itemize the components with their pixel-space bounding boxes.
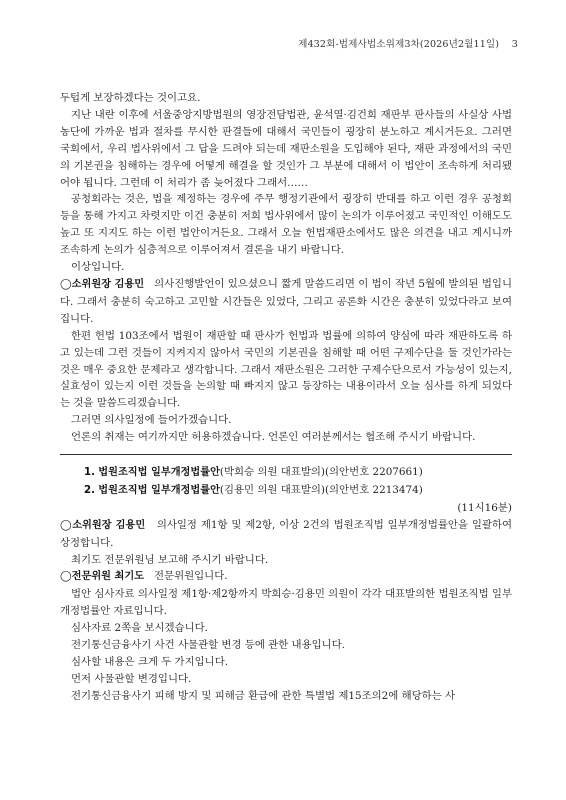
upper-section (60, 90, 512, 446)
speaker-mark-icon: ◯ (60, 518, 73, 531)
page-header (298, 36, 518, 50)
speaker-mark-icon: ◯ (60, 277, 72, 290)
bill-title: 법원조직법 일부개정법률안 (98, 467, 220, 479)
speaker-paragraph (60, 517, 512, 552)
bill-detail: (박희승 의원 대표발의)(의안번호 2207661) (219, 466, 423, 479)
bill-detail: (김용민 의원 대표발의)(의안번호 2213474) (219, 483, 423, 496)
agenda-number: 2. (84, 484, 95, 496)
speech-text: 의사일정 제1항 및 제2항, 이상 2건의 법원조직법 일부개정법률안을 일괄하여 상정합니다. (60, 518, 512, 549)
minutes-paragraph: 전기통신금융사기 피해 방지 및 피해금 환급에 관한 특별법 제15조의2에 해당하는 사 (71, 689, 456, 702)
section-divider (60, 454, 512, 455)
speech-text: 전문위원입니다. (154, 570, 228, 583)
speech-text: 의사진행발언이 있으셨으니 짧게 말씀드리면 이 법이 작년 5월에 발의된 법입니다. 그래서 충분히 숙고하고 고민할 시간들은 있었다, 그리고 공론화 시간은 충분히 있었다라고 보여집니다. (60, 277, 512, 325)
lower-section (60, 517, 512, 705)
speaker-name: 소위원장 김용민 (72, 519, 146, 531)
minutes-paragraph: 심사할 내용은 크게 두 가지입니다. (71, 656, 229, 668)
bill-title: 법원조직법 일부개정법률안 (98, 484, 220, 496)
minutes-paragraph: 공청회라는 것은, 법을 제정하는 경우에 주무 행정기관에서 굉장히 반대를 하고 이런 경우 공청회 등을 통해 가지고 차렷지만 이건 충분히 저희 법사위에서 많이 논의가 이루어졌고 국민적인 이해도도 높고 또 지지도 하는 이런 법안이거든요. 그래서 오늘 헌법재판소에서도 많은 의견을 내고 계시니까 조속하게 논의가 심층적으로 이루어져서 결론을 내기 바랍니다. (60, 193, 512, 257)
agenda-item (60, 464, 512, 482)
speaker-mark-icon: ◯ (60, 570, 72, 583)
minutes-paragraph: 전기통신금융사기 사건 사물관할 변경 등에 관한 내용입니다. (71, 639, 346, 652)
speaker-name: 전문위원 최기도 (71, 571, 145, 583)
minutes-paragraph: 언론의 취재는 여기까지만 허용하겠습니다. 언론인 여러분께서는 협조해 주시기 바랍니다. (71, 431, 476, 444)
minutes-body (60, 90, 512, 705)
minutes-paragraph: 두텁게 보장하겠다는 것이고요. (60, 92, 201, 104)
agenda-number: 1. (84, 467, 95, 479)
minutes-paragraph: 그러면 의사일정에 들어가겠습니다. (71, 414, 232, 427)
session-info: 제432회-법제사법소위제3차(2026년2월11일) (298, 39, 500, 50)
minutes-paragraph: 최기도 전문위원님 보고해 주시기 바랍니다. (71, 553, 269, 566)
minutes-paragraph: 이상입니다. (71, 261, 125, 274)
minutes-paragraph: 심사자료 2쪽을 보시겠습니다. (71, 622, 208, 635)
minutes-paragraph: 한편 헌법 103조에서 법원이 재판할 때 판사가 헌법과 법률에 의하여 양심에 따라 재판하도록 하고 있는데 그런 것들이 지켜지지 않아서 국민의 기본권을 침해할 때 어떤 구제수단을 둘 것인가라는 것은 매우 중요한 문제라고 생각합니다. 그래서 재판소원은 그러한 구제수단으로서 가능성이 있는지, 실효성이 있는지 이런 것들을 논의할 때 빠지지 않고 등장하는 내용이라서 오늘 심사를 하게 되었다는 것을 말씀드리겠습니다. (60, 329, 512, 410)
minutes-paragraph: 먼저 사물관할 변경입니다. (71, 672, 192, 685)
speaker-paragraph (60, 568, 512, 586)
minutes-paragraph: 지난 내란 이후에 서울중앙지방법원의 영장전담법관, 윤석열·김건희 재판부 판사들의 사실상 사법농단에 가까운 법과 절차를 무시한 판결들에 대해서 국민들이 굉장히 분노하고 계시거든요. 그러면 국회에서, 우리 법사위에서 그 답을 드려야 되는데 재판소원을 도입해야 된다, 재판 과정에서의 국민의 기본권을 침해하는 경우에 어떻게 해결을 할 것인가 그 부분에 대해서 이 법안이 조속하게 처리됐어야 됩니다. 그런데 이 처리가 좀 늦어졌다 그래서…… (60, 108, 512, 189)
minutes-paragraph: 법안 심사자료 의사일정 제1항·제2항까지 박희승·김용민 의원이 각각 대표발의한 법원조직법 일부개정법률안 자료입니다. (60, 588, 513, 618)
agenda-list (60, 464, 512, 500)
time-stamp: (11시16분) (457, 501, 512, 514)
speaker-name: 소위원장 김용민 (71, 278, 145, 290)
speaker-paragraph (60, 276, 512, 328)
agenda-item (60, 482, 512, 500)
page-number: 3 (511, 39, 518, 50)
